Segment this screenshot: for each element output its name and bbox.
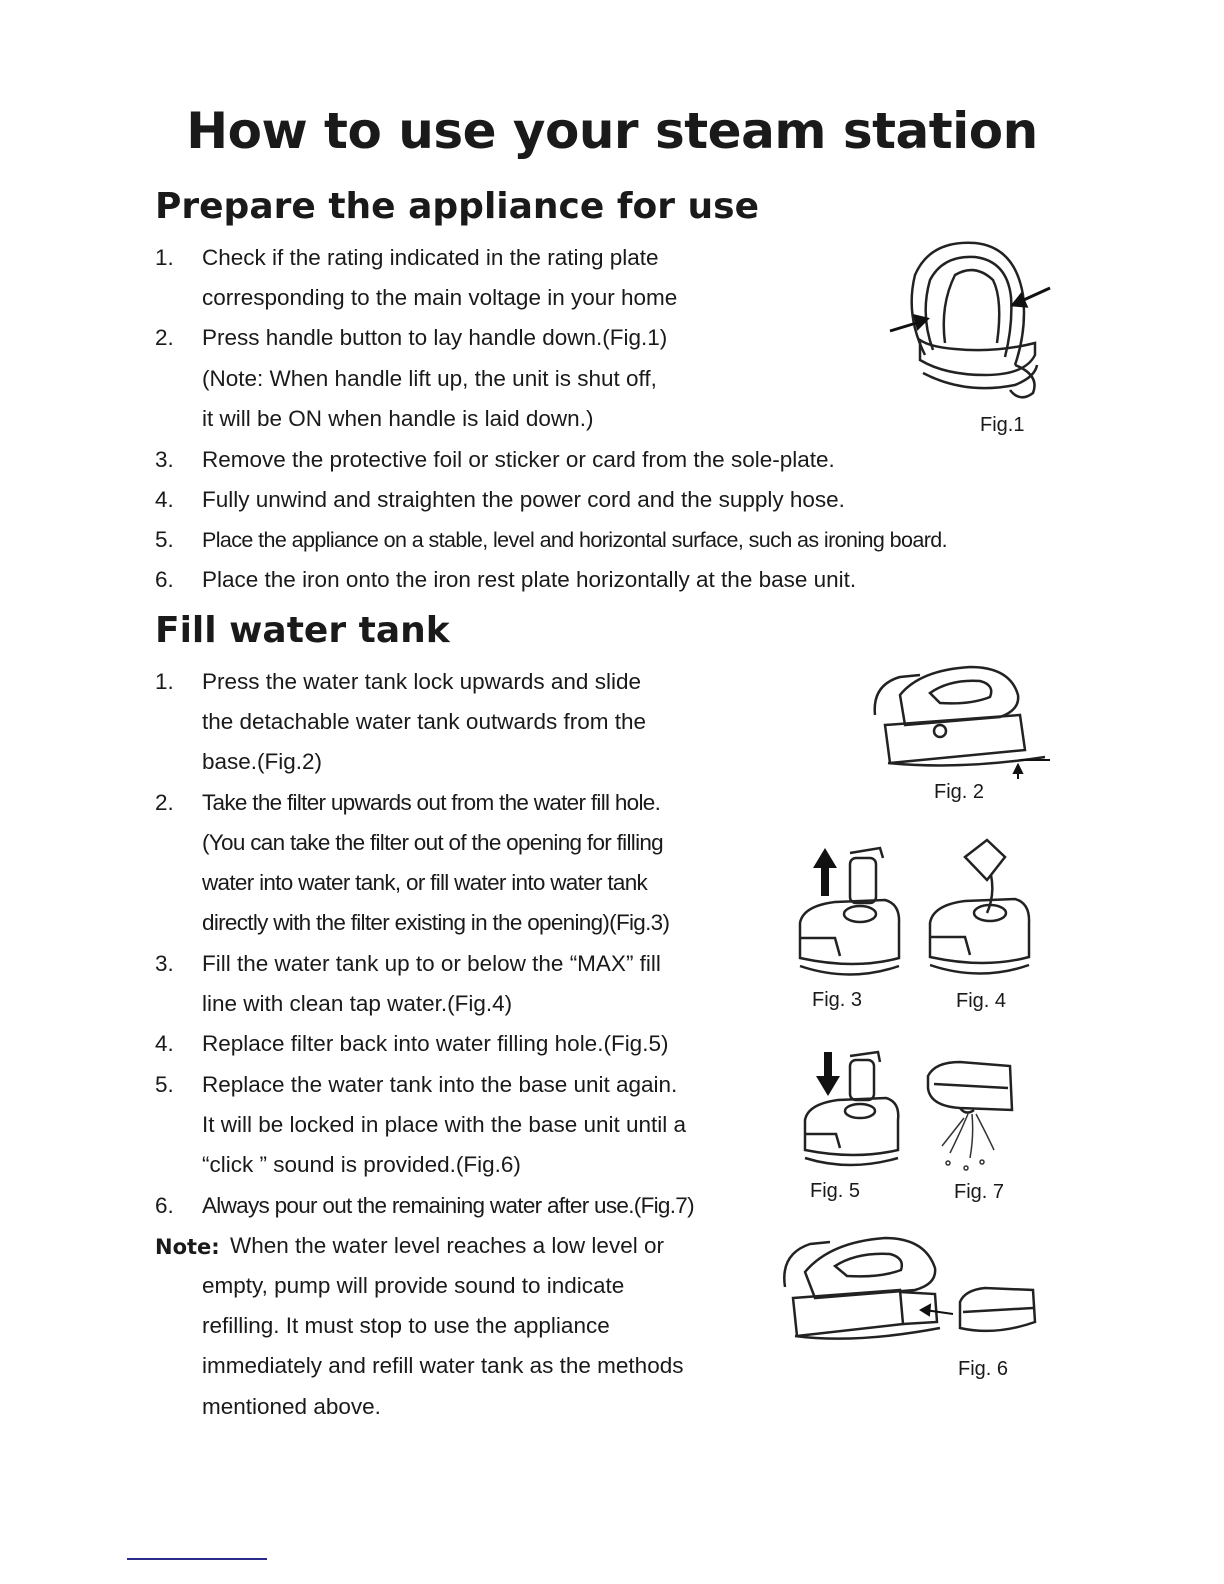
figure-label: Fig. 6	[958, 1358, 1009, 1380]
item-number: 4.	[155, 1031, 174, 1056]
item-text: the detachable water tank outwards from the	[202, 709, 647, 734]
item-text: Press handle button to lay handle down.(Fig.1)	[202, 325, 668, 350]
steam-station-handle-illustration	[885, 225, 1055, 405]
item-text: Fully unwind and straighten the power cord and the supply hose.	[202, 487, 845, 512]
note-text: refilling. It must stop to use the appliance	[202, 1313, 610, 1338]
figure-label: Fig.1	[980, 414, 1025, 436]
footer-rule	[127, 1558, 267, 1560]
item-number: 5.	[155, 1072, 174, 1097]
note-label: Note:	[155, 1235, 220, 1259]
item-text: Fill the water tank up to or below the “MAX” fill	[202, 951, 661, 976]
item-text: Take the filter upwards out from the water fill hole.	[202, 790, 661, 815]
item-number: 5.	[155, 527, 174, 552]
filter-replace-illustration	[800, 1048, 905, 1173]
figure-label: Fig. 2	[934, 781, 985, 803]
item-number: 2.	[155, 325, 174, 350]
item-number: 3.	[155, 951, 174, 976]
item-number: 1.	[155, 669, 174, 694]
item-text: Check if the rating indicated in the rating plate	[202, 245, 659, 270]
note-text: mentioned above.	[202, 1394, 381, 1419]
item-text: It will be locked in place with the base unit until a	[202, 1112, 687, 1137]
item-text: Remove the protective foil or sticker or card from the sole-plate.	[202, 447, 835, 472]
item-number: 6.	[155, 567, 174, 592]
figure-label: Fig. 5	[810, 1180, 861, 1202]
pour-out-water-illustration	[920, 1058, 1020, 1178]
water-tank-insert-illustration	[775, 1232, 1040, 1347]
item-text: it will be ON when handle is laid down.)	[202, 406, 594, 431]
section-heading-prepare: Prepare the appliance for use	[155, 186, 759, 227]
item-text: base.(Fig.2)	[202, 749, 323, 774]
water-tank-removal-illustration	[860, 655, 1055, 775]
item-number: 1.	[155, 245, 174, 270]
page-title: How to use your steam station	[186, 102, 1038, 160]
item-text: “click ” sound is provided.(Fig.6)	[202, 1152, 521, 1177]
item-number: 6.	[155, 1193, 174, 1218]
filter-removal-illustration	[795, 838, 905, 983]
section-heading-fill: Fill water tank	[155, 610, 450, 651]
item-number: 3.	[155, 447, 174, 472]
figure-label: Fig. 3	[812, 989, 863, 1011]
item-text: directly with the filter existing in the opening)(Fig.3)	[202, 910, 670, 935]
item-text: water into water tank, or fill water into water tank	[202, 870, 648, 895]
item-text: Always pour out the remaining water after use.(Fig.7)	[202, 1193, 694, 1218]
note-text: empty, pump will provide sound to indicate	[202, 1273, 625, 1298]
note-text: immediately and refill water tank as the methods	[202, 1353, 684, 1378]
item-number: 4.	[155, 487, 174, 512]
item-text: (Note: When handle lift up, the unit is shut off,	[202, 366, 657, 391]
item-text: Place the appliance on a stable, level and horizontal surface, such as ironing board.	[202, 528, 948, 552]
item-text: line with clean tap water.(Fig.4)	[202, 991, 513, 1016]
figure-label: Fig. 4	[956, 990, 1007, 1012]
filling-water-illustration	[925, 835, 1035, 980]
note-text: When the water level reaches a low level or	[230, 1233, 664, 1258]
item-text: Place the iron onto the iron rest plate horizontally at the base unit.	[202, 567, 857, 592]
figure-label: Fig. 7	[954, 1181, 1005, 1203]
item-text: Press the water tank lock upwards and slide	[202, 669, 641, 694]
item-number: 2.	[155, 790, 174, 815]
item-text: (You can take the filter out of the opening for filling	[202, 830, 663, 855]
item-text: Replace the water tank into the base unit again.	[202, 1072, 678, 1097]
item-text: Replace filter back into water filling hole.(Fig.5)	[202, 1031, 669, 1056]
item-text: corresponding to the main voltage in your home	[202, 285, 678, 310]
